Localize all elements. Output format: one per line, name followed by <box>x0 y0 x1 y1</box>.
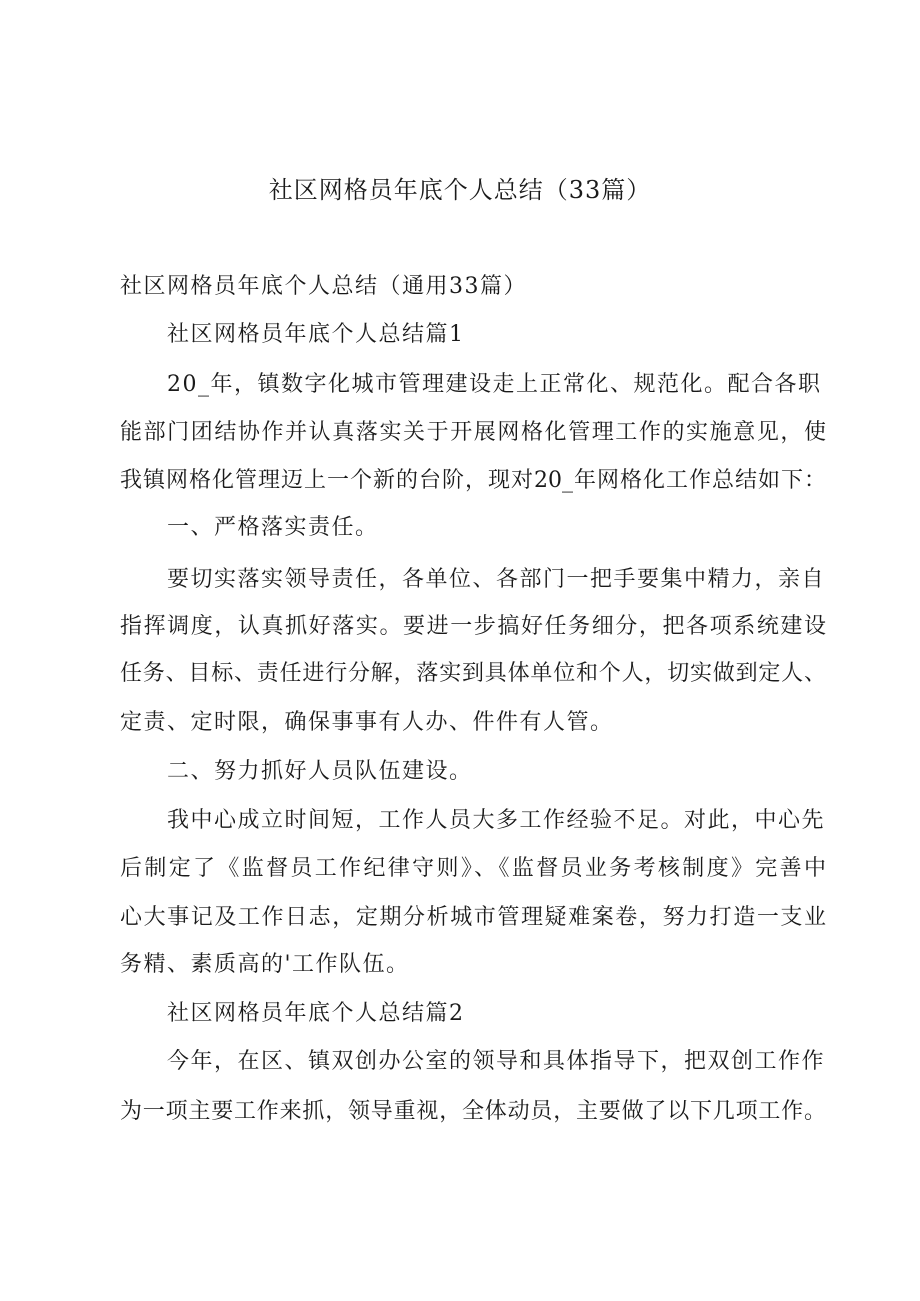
paragraph-4-line-1: 今年，在区、镇双创办公室的领导和具体指导下，把双创工作作 <box>167 1049 826 1074</box>
paragraph-2-line-3: 任务、目标、责任进行分解，落实到具体单位和个人，切实做到定人、 <box>120 661 826 686</box>
paragraph-1-line-3: 我镇网格化管理迈上一个新的台阶，现对20_年网格化工作总结如下： <box>120 468 826 493</box>
document-title: 社区网格员年底个人总结（33篇） <box>268 176 652 204</box>
paragraph-3-line-2: 后制定了《监督员工作纪律守则》、《监督员业务考核制度》完善中 <box>120 856 826 881</box>
item-heading-2: 二、努力抓好人员队伍建设。 <box>167 759 473 784</box>
paragraph-3-line-4: 务精、素质高的'工作队伍。 <box>120 952 410 977</box>
item-heading-1: 一、严格落实责任。 <box>167 515 379 540</box>
paragraph-2-line-4: 定责、定时限，确保事事有人办、件件有人管。 <box>120 710 614 735</box>
paragraph-2-line-1: 要切实落实领导责任，各单位、各部门一把手要集中精力，亲自 <box>167 567 826 592</box>
paragraph-1-line-2: 能部门团结协作并认真落实关于开展网格化管理工作的实施意见，使 <box>120 420 826 445</box>
paragraph-2-line-2: 指挥调度，认真抓好落实。要进一步搞好任务细分，把各项系统建设 <box>120 614 826 639</box>
section-heading-2: 社区网格员年底个人总结篇2 <box>167 1001 465 1026</box>
paragraph-1-line-1: 20_年，镇数字化城市管理建设走上正常化、规范化。配合各职 <box>167 372 822 397</box>
paragraph-3-line-3: 心大事记及工作日志，定期分析城市管理疑难案卷，努力打造一支业 <box>120 905 826 930</box>
section-heading-1: 社区网格员年底个人总结篇1 <box>167 322 465 347</box>
document-subtitle: 社区网格员年底个人总结（通用33篇） <box>120 274 527 299</box>
paragraph-3-line-1: 我中心成立时间短，工作人员大多工作经验不足。对此，中心先 <box>167 808 826 833</box>
paragraph-4-line-2: 为一项主要工作来抓，领导重视，全体动员，主要做了以下几项工作。 <box>120 1099 826 1124</box>
